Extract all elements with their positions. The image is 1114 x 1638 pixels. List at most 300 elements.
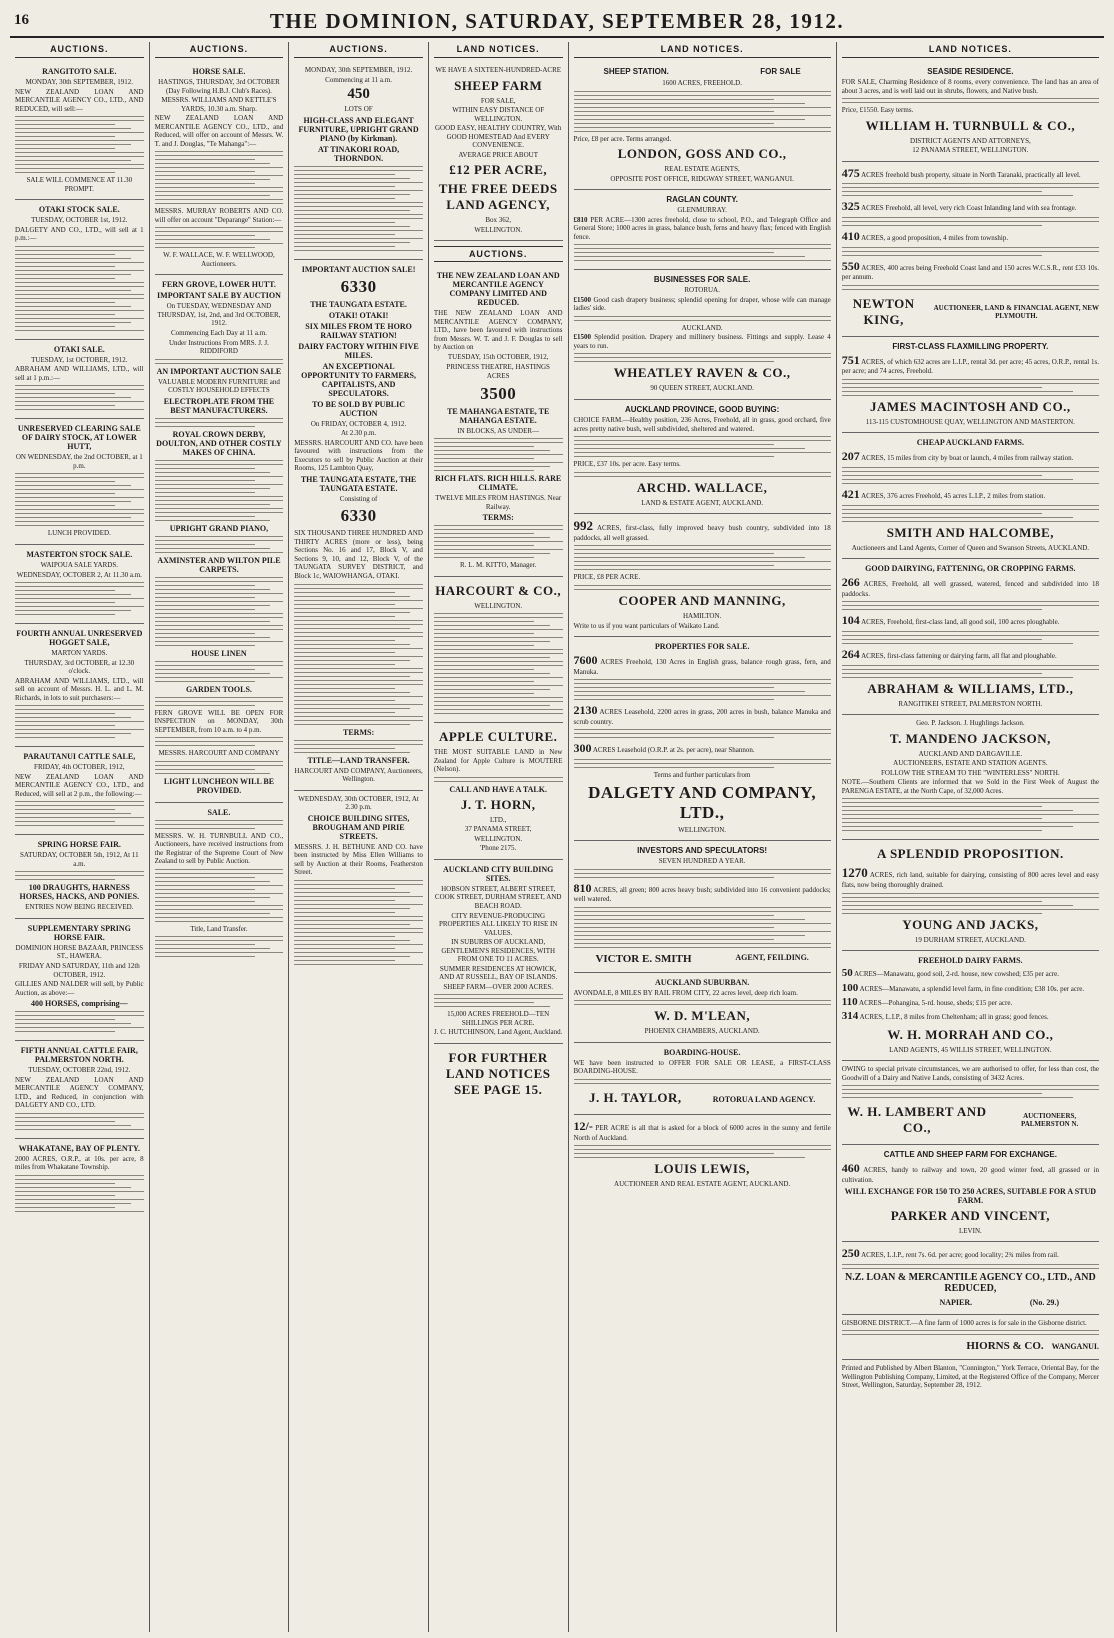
- ad-acres: 6330: [340, 276, 377, 296]
- ad-lead: 50: [841, 967, 853, 980]
- ad-subtitle: FOR SALE,: [480, 96, 516, 105]
- ad-text-block: [842, 1264, 1099, 1269]
- ad-address: 37 PANAMA STREET,: [464, 825, 532, 834]
- ad-body: NEW ZEALAND LOAN AND MERCANTILE AGENCY COMPANY, LTD., and Reduced, in conjunction with DALGETY AND CO., LTD.: [15, 1075, 144, 1110]
- ad-place: AUCKLAND.: [681, 323, 723, 332]
- ad-opportunity: AN EXCEPTIONAL OPPORTUNITY TO FARMERS, CAPITALISTS, AND SPECULATORS.: [301, 361, 416, 398]
- ad-heading: PARAUTANUI CATTLE SALE,: [23, 752, 136, 762]
- ad-text: ACRES Leasehold, 2200 acres in grass, 200 acres in bush, balance Manuka and scrub country.: [573, 708, 831, 726]
- ad-firm-sub2: AUCTIONEERS, ESTATE AND STATION AGENTS.: [893, 759, 1048, 768]
- ad-place: MESSRS. WILLIAMS AND KETTLE'S YARDS, 10.30 a.m. Sharp.: [161, 96, 277, 113]
- ad-text: ACRES, 376 acres Freehold, 45 acres L.I.P., 2 miles from station.: [861, 492, 1046, 500]
- ad-text-block: [434, 525, 563, 558]
- ad-taungata-estate: [294, 260, 423, 791]
- ad-address: PHOENIX CHAMBERS, AUCKLAND.: [644, 1027, 760, 1036]
- ad-text: PER ACRE—1300 acres freehold, close to school, P.O., and Telegraph Office and General Store; 1000 acres in grass, balance bush, ferns and heavy flax; fenced with English fence.: [573, 215, 831, 241]
- ad-heading: RANGITOTO SALE.: [42, 67, 117, 76]
- ad-text-block: [842, 505, 1099, 522]
- ad-text-block: [574, 907, 831, 948]
- ad-lunch: LIGHT LUNCHEON WILL BE PROVIDED.: [163, 776, 275, 795]
- ad-city-row: [842, 1296, 1099, 1309]
- ad-price: £12 PER ACRE,: [449, 162, 548, 178]
- ad-heading: AUCKLAND CITY BUILDING SITES.: [442, 864, 554, 883]
- ad-text: ACRES—Manawatu, a splendid level farm, in fine condition; £38 10s. per acre.: [859, 984, 1085, 993]
- ad-city: LEVIN.: [959, 1226, 982, 1235]
- ad-heading: SUPPLEMENTARY SPRING HORSE FAIR.: [27, 923, 131, 942]
- ad-price: Price, £8 per acre. Terms arranged.: [573, 134, 672, 143]
- ad-lead: £1500: [573, 295, 591, 304]
- ad-phone: 'Phone 2175.: [480, 844, 517, 853]
- ad-for-sale: FOR SALE: [760, 67, 801, 76]
- ad-instructions: Under Instructions From MRS. J. J. RIDDIFORD: [168, 338, 269, 356]
- ad-plate: ELECTROPLATE FROM THE BEST MANUFACTURERS.: [163, 396, 275, 415]
- ad-firm: W. D. M'LEAN,: [654, 1008, 751, 1024]
- column-heading: AUCTIONS.: [294, 42, 423, 58]
- ad-text-block: [155, 359, 284, 364]
- ad-signature: R. L. M. KITTO, Manager.: [460, 561, 537, 570]
- ad-text-block: [155, 418, 284, 427]
- ad-text-block: [434, 613, 563, 714]
- ad-lead: 810: [573, 880, 592, 895]
- ad-lead: 7600: [573, 653, 598, 668]
- ad-body: [842, 967, 1099, 980]
- ad-body: [842, 259, 1099, 282]
- ad-heading: BOARDING-HOUSE.: [663, 1047, 741, 1057]
- ad-date: MONDAY, 30th SEPTEMBER, 1912.: [25, 78, 133, 86]
- ad-newton-king: [842, 162, 1099, 337]
- ad-text: ACRES, a good proposition, 4 miles from township.: [861, 233, 1009, 242]
- ad-heading: PROPERTIES FOR SALE.: [654, 642, 750, 652]
- ad-text-block: [155, 577, 284, 646]
- ad-investors: [574, 841, 831, 973]
- ad-text-block: [155, 737, 284, 746]
- ad-firm: W. H. LAMBERT AND CO.,: [847, 1104, 987, 1136]
- ad-text: PER ACRE is all that is asked for a block of 6000 acres in the sunny and fertile North of Auckland.: [573, 1123, 831, 1142]
- ad-text: ACRES—Manawatu, good soil, 2-rd. house, new cowshed; £35 per acre.: [854, 970, 1060, 979]
- ad-city: WANGANUI.: [1051, 1341, 1099, 1351]
- ad-firm: T. MANDENO JACKSON,: [889, 730, 1051, 746]
- ad-lead: 550: [841, 258, 860, 273]
- ad-heading: IMPORTANT AUCTION SALE!: [301, 264, 416, 274]
- ad-text-block: [574, 759, 831, 768]
- ad-price: PRICE, £37 10s. per acre. Easy terms.: [573, 460, 681, 469]
- ad-text-block: [15, 385, 144, 410]
- ad-text: ACRES Leasehold (O.R.P. at 2s. per acre), near Shannon.: [592, 746, 755, 755]
- ad-text-block: [842, 665, 1099, 678]
- ad-lead: 104: [841, 613, 860, 628]
- ad-firm: W. H. MORRAH AND CO.,: [887, 1026, 1054, 1042]
- ad-subheading: IMPORTANT SALE BY AUCTION: [157, 291, 281, 301]
- ad-text-block: [155, 536, 284, 553]
- ad-fern-grove: [155, 275, 284, 802]
- ad-firm: ARCHD. WALLACE,: [636, 479, 768, 495]
- ad-text: Splendid position. Drapery and millinery business. Fittings and supply. Lease 4 years to run.: [573, 333, 831, 350]
- ad-text-block: [15, 1175, 144, 1212]
- ad-lots-label: LOTS OF: [344, 105, 373, 114]
- page-number: 16: [14, 12, 29, 28]
- ad-seaside-residence: [842, 62, 1099, 162]
- ad-lead: 1270: [841, 865, 868, 881]
- ad-body: [842, 229, 1099, 244]
- ad-text-block: [574, 436, 831, 457]
- ad-date: FRIDAY, 4th OCTOBER, 1912,: [34, 763, 125, 772]
- ad-businesses: [574, 270, 831, 400]
- ad-body: [842, 199, 1099, 214]
- ad-text-block: [574, 679, 831, 700]
- ad-lead: 12/-: [573, 1118, 593, 1133]
- ad-description: VALUABLE MODERN FURNITURE and COSTLY HOUSEHOLD EFFECTS: [158, 377, 280, 395]
- ad-text-block: [15, 582, 144, 615]
- ad-lead: 250: [841, 1246, 860, 1261]
- ad-text: ACRES, L.I.P., rent 7s. 6d. per acre; good locality; 2¾ miles from rail.: [861, 1251, 1059, 1260]
- ad-signature: J. C. HUTCHINSON, Land Agent, Auckland.: [434, 1028, 563, 1037]
- ad-body: [574, 216, 831, 242]
- ad-body: MESSRS. MURRAY ROBERTS AND CO. will offer on account "Deparange" Station:—: [154, 207, 284, 224]
- ad-text-block: [155, 227, 284, 248]
- ad-exchange: WILL EXCHANGE FOR 150 TO 250 ACRES, SUITABLE FOR A STUD FARM.: [844, 1186, 1097, 1205]
- ad-body: NEW ZEALAND LOAN AND MERCANTILE AGENCY CO., LTD., and Reduced, will offer on account of Messrs. W. T. and J. Douglas, "Te Mahanga":—: [154, 114, 284, 148]
- ad-china: ROYAL CROWN DERBY, DOULTON, AND OTHER COSTLY MAKES OF CHINA.: [156, 429, 282, 457]
- ad-mandeno-jackson: [842, 715, 1099, 840]
- ad-furniture-sale: [294, 62, 423, 260]
- ad-date: WEDNESDAY, 30th OCTOBER, 1912, At 2.30 p.m.: [298, 794, 419, 812]
- ad-cattle-fair: [15, 1041, 144, 1139]
- ad-firm: YOUNG AND JACKS,: [902, 916, 1039, 932]
- ad-date: MONDAY, 30th SEPTEMBER, 1912.: [304, 66, 413, 74]
- ad-title: SHEEP FARM: [454, 77, 543, 93]
- ad-hiorns: [842, 1315, 1099, 1361]
- ad-ltd: LTD.,: [489, 815, 507, 824]
- ad-estate: THE TAUNGATA ESTATE.: [310, 299, 407, 309]
- ad-further-notices: [434, 1044, 563, 1106]
- ad-agent-sub: AGENT, FEILDING.: [735, 952, 809, 962]
- ad-text-block: [155, 661, 284, 682]
- ad-carpets: AXMINSTER AND WILTON PILE CARPETS.: [157, 555, 281, 574]
- ad-further: FOR FURTHER LAND NOTICES SEE PAGE 15.: [445, 1049, 551, 1097]
- ad-heading: FERN GROVE, LOWER HUTT.: [162, 280, 276, 290]
- ad-cattle-sheep-exchange: [842, 1145, 1099, 1242]
- ad-text-block: [15, 801, 144, 826]
- ad-text: ACRES, handy to railway and town, 20 good winter feed, all grassed or in cultivation.: [841, 1166, 1099, 1185]
- ad-city: WELLINGTON.: [474, 225, 523, 234]
- column-heading: LAND NOTICES.: [434, 42, 563, 58]
- ad-text: ACRES freehold bush property, situate in North Taranaki, practically all level.: [861, 170, 1081, 179]
- ad-body: THE MOST SUITABLE LAND in New Zealand for Apple Culture is MOUTERE (Nelson).: [433, 748, 563, 774]
- column-auctions-3: [289, 42, 429, 1632]
- ad-highlight: 100 DRAUGHTS, HARNESS HORSES, HACKS, AND PONIES.: [19, 883, 140, 902]
- ad-heading: WHAKATANE, BAY OF PLENTY.: [18, 1143, 141, 1153]
- column-auctions-1: [10, 42, 150, 1632]
- ad-description: GOOD EASY, HEALTHY COUNTRY, With GOOD HOMESTEAD And EVERY CONVENIENCE.: [434, 124, 562, 150]
- ad-heading: MASTERTON STOCK SALE.: [26, 549, 133, 559]
- ad-tools: GARDEN TOOLS.: [185, 684, 252, 694]
- ad-text-block: [574, 729, 831, 738]
- ad-heading: CATTLE AND SHEEP FARM FOR EXCHANGE.: [883, 1150, 1057, 1160]
- column-heading: AUCTIONS.: [155, 42, 284, 58]
- ad-sheep-farm: [434, 62, 563, 241]
- ad-text-block: [155, 460, 284, 521]
- ad-sites: HOBSON STREET, ALBERT STREET, COOK STREET, DURHAM STREET, AND BEACH ROAD.: [434, 884, 562, 910]
- ad-location: WITHIN EASY DISTANCE OF WELLINGTON.: [452, 106, 545, 123]
- ad-text-block: [15, 246, 144, 331]
- ad-heading: FREEHOLD DAIRY FARMS.: [918, 956, 1023, 966]
- ad-body: FOR SALE, Charming Residence of 8 rooms, every convenience. The land has an area of about 3 acres, and is well laid out in shrubs, flowers, and Native bush.: [841, 78, 1099, 95]
- ad-title: SHEEP STATION.: [603, 67, 669, 76]
- ad-text-block: [155, 936, 284, 957]
- ad-heading: FIRST-CLASS FLAXMILLING PROPERTY.: [892, 341, 1049, 351]
- ad-agent-row: [574, 951, 831, 967]
- ad-sheep-station: [574, 62, 831, 190]
- ad-date: On TUESDAY, WEDNESDAY AND THURSDAY, 1st, 2nd, and 3rd OCTOBER, 1912.: [157, 302, 281, 328]
- ad-date: TUESDAY, OCTOBER 1st, 1912.: [31, 216, 128, 225]
- ad-heading: RAGLAN COUNTY.: [666, 195, 738, 205]
- ad-text-block: [842, 247, 1099, 256]
- ad-text-block: [842, 183, 1099, 196]
- ad-clearing-sale: [15, 419, 144, 545]
- ad-raglan-county: [574, 190, 831, 270]
- ad-place: GLENMURRAY.: [677, 206, 727, 215]
- ad-firm: SMITH AND HALCOMBE,: [886, 524, 1055, 540]
- ad-terms: TERMS:: [343, 727, 375, 737]
- ad-firm: PARKER AND VINCENT,: [890, 1207, 1051, 1223]
- ad-lead: 266: [841, 575, 860, 590]
- ad-firm: MESSRS. HARCOURT AND COMPANY: [158, 749, 280, 758]
- ad-firm-row: [842, 1338, 1099, 1354]
- ad-heading: UNRESERVED CLEARING SALE OF DAIRY STOCK, AT LOWER HUTT,: [17, 424, 141, 452]
- ad-place: AT TINAKORI ROAD, THORNDON.: [318, 144, 400, 163]
- ad-body: [574, 703, 831, 726]
- ad-firm: HIORNS & CO.: [966, 1340, 1044, 1353]
- ad-body: [842, 575, 1099, 598]
- ad-acres: 1600 ACRES, FREEHOLD.: [662, 79, 742, 87]
- ad-text: ACRES, L.I.P., 8 miles from Cheltenham; all in grass; good fences.: [859, 1013, 1049, 1022]
- ad-body: [574, 653, 831, 676]
- ad-price: PRICE, £8 PER ACRE.: [573, 573, 641, 582]
- ad-text: ACRES, 15 miles from city by boat or launch, 4 miles from railway station.: [861, 454, 1074, 463]
- ad-body: [842, 1010, 1099, 1023]
- column-auctions-2: [150, 42, 290, 1632]
- ad-body: ABRAHAM AND WILLIAMS, LTD., will sell at 1 p.m.:—: [15, 365, 144, 382]
- ad-body: WE have been instructed to OFFER FOR SALE OR LEASE, a FIRST-CLASS BOARDING-HOUSE.: [573, 1058, 831, 1076]
- ad-date: On FRIDAY, OCTOBER 4, 1912.: [310, 419, 407, 428]
- ad-louis-lewis: [574, 1115, 831, 1195]
- ad-text-block: [574, 585, 831, 590]
- ad-text-block: [842, 285, 1099, 290]
- ad-place: DOMINION HORSE BAZAAR, PRINCESS ST., HAWERA.: [15, 943, 144, 961]
- ad-estate-repeat: THE TAUNGATA ESTATE, THE TAUNGATA ESTATE.: [300, 474, 417, 493]
- ad-linen: HOUSE LINEN: [191, 648, 247, 658]
- ad-title: Title, Land Transfer.: [190, 924, 248, 933]
- ad-place: PRINCESS THEATRE, HASTINGS: [446, 362, 550, 371]
- ad-body: [574, 881, 831, 904]
- ad-text-block: [574, 869, 831, 878]
- ad-auckland-province: [574, 400, 831, 514]
- ad-lead: 410: [841, 228, 860, 243]
- ad-heading: APPLE CULTURE.: [438, 729, 558, 745]
- ad-firm-sub: DISTRICT AGENTS AND ATTORNEYS,: [910, 136, 1031, 145]
- ad-acres-label: ACRES: [486, 372, 510, 381]
- ad-harcourt: [434, 577, 563, 724]
- ad-body: [842, 487, 1099, 502]
- ad-text-block: [574, 244, 831, 261]
- ad-whakatane: [15, 1139, 144, 1220]
- ad-lead: 100: [841, 981, 859, 994]
- ad-highlight: AN IMPORTANT AUCTION SALE: [156, 366, 282, 376]
- ad-city-properties: CITY REVENUE-PRODUCING PROPERTIES ALL LIKELY TO RISE IN VALUES.: [438, 911, 558, 937]
- ad-text-block: [294, 584, 423, 725]
- ad-place: MARTON YARDS.: [51, 649, 108, 658]
- ad-date: TUESDAY, 1st OCTOBER, 1912.: [31, 355, 128, 364]
- ad-lead: 2130: [573, 703, 598, 718]
- ad-title-row: [574, 65, 831, 78]
- ad-body: [574, 1119, 831, 1142]
- ad-address: RANGITIKEI STREET, PALMERSTON NORTH.: [898, 699, 1043, 708]
- ad-body: GILLIES AND NALDER will sell, by Public Auction, as above:—: [15, 980, 144, 997]
- ad-firm-row: [842, 1101, 1099, 1139]
- ad-text-block: [434, 777, 563, 782]
- ad-number: (No. 29.): [1029, 1297, 1059, 1307]
- ad-footer: ENTRIES NOW BEING RECEIVED.: [25, 903, 134, 912]
- ad-apple-culture: [434, 723, 563, 860]
- ad-piano: UPRIGHT GRAND PIANO,: [169, 523, 269, 533]
- ad-firm-sub: Auctioneers and Land Agents, Corner of Queen and Swanson Streets, AUCKLAND.: [851, 543, 1090, 552]
- ad-text-block: [574, 1000, 831, 1005]
- ad-text-block: [155, 151, 284, 204]
- ad-text-block: [15, 705, 144, 738]
- ad-estate: TE MAHANGA ESTATE, TE MAHANGA ESTATE.: [447, 406, 550, 425]
- ad-body: [842, 166, 1099, 181]
- ad-city: WELLINGTON.: [474, 601, 523, 610]
- ad-text-block: [842, 798, 1099, 831]
- ad-body: [842, 1161, 1099, 1184]
- ad-call: CALL AND HAVE A TALK.: [449, 784, 547, 794]
- ad-dairy: DAIRY FACTORY WITHIN FIVE MILES.: [298, 341, 419, 360]
- ad-text-block: [15, 1011, 144, 1032]
- ad-lots-count: 450: [347, 86, 370, 103]
- ad-city: NAPIER.: [939, 1297, 973, 1307]
- ad-heading: SALE.: [207, 807, 231, 817]
- ad-text-block: [842, 601, 1099, 610]
- ad-body: [574, 296, 831, 313]
- ad-text-block: [574, 472, 831, 477]
- ad-te-mahanga-estate: [434, 266, 563, 576]
- ad-date: FRIDAY AND SATURDAY, 11th and 12th OCTOBER, 1912.: [18, 962, 140, 979]
- ad-heading: AUCKLAND SUBURBAN.: [655, 977, 750, 987]
- ad-firm: ABRAHAM & WILLIAMS, LTD.,: [867, 680, 1074, 696]
- ad-heading: CHEAP AUCKLAND FARMS.: [916, 438, 1024, 448]
- ad-text-block: [294, 880, 423, 965]
- ad-spring-horse-fair: [15, 835, 144, 919]
- ad-body: MESSRS. J. H. BETHUNE AND CO. have been instructed by Miss Ellen Williams to sell by Auction at their Rooms, Featherston Street.: [294, 842, 423, 877]
- ad-place: ROTORUA.: [684, 286, 720, 295]
- ad-firm: J. H. TAYLOR,: [589, 1089, 682, 1105]
- ad-title: TITLE—LAND TRANSFER.: [307, 755, 410, 765]
- ad-firm-sub: AUCKLAND AND DARGAVILLE.: [918, 749, 1023, 758]
- ad-text: ACRES, 400 acres being Freehold Coast land and 150 acres W.C.S.R., rent £33 10s. per annum.: [841, 263, 1099, 282]
- ad-acres-repeat: 6330: [340, 506, 377, 526]
- ad-auckland-suburban: [574, 973, 831, 1043]
- ad-firm: NEWTON KING,: [852, 295, 915, 327]
- ad-text-block: [842, 631, 1099, 644]
- ad-text-block: [842, 1085, 1099, 1098]
- ad-text: ACRES, of which 632 acres are L.I.P., rental 3d. per acre; 45 acres, O.R.P., rental 1s. per acre; and 74 acres, Freehold.: [841, 357, 1099, 376]
- ad-heading: INVESTORS AND SPECULATORS!: [637, 846, 768, 856]
- ad-body: [574, 741, 831, 756]
- ad-follow: FOLLOW THE STREAM TO THE "WINTERLESS" NORTH.: [881, 768, 1060, 777]
- ad-text-block: [574, 353, 831, 362]
- ad-railway: SIX MILES FROM TE HORO RAILWAY STATION!: [305, 321, 412, 340]
- ad-text-block: [574, 91, 831, 132]
- columns: [10, 42, 1104, 1632]
- ad-heading: GOOD DAIRYING, FATTENING, OR CROPPING FARMS.: [865, 564, 1076, 574]
- ad-body: [842, 865, 1099, 889]
- ad-lead: 300: [573, 741, 592, 756]
- ad-date: WEDNESDAY, OCTOBER 2, At 11.30 a.m.: [16, 570, 142, 579]
- ad-text-block: [574, 316, 831, 321]
- ad-note: Write to us if you want particulars of Waikato Land.: [573, 621, 720, 630]
- ad-sheep: SHEEP FARM—OVER 2000 ACRES.: [443, 982, 554, 991]
- ad-text: ACRES, Freehold, first-class land, all good soil, 100 acres ploughable.: [861, 618, 1060, 627]
- ad-text: ACRES Freehold, all level, very rich Coast Inlanding land with sea frontage.: [861, 204, 1077, 213]
- ad-text-block: [15, 116, 144, 173]
- ad-text-block: [294, 740, 423, 753]
- ad-nz-loan: [842, 1242, 1099, 1315]
- ad-date: TUESDAY, OCTOBER 22nd, 1912.: [28, 1066, 131, 1075]
- ad-text: Good cash drapery business; splendid opening for draper, whose wife can manage ladies' side.: [573, 295, 831, 313]
- ad-building-sites: [294, 791, 423, 973]
- ad-time: At 2.30 p.m.: [340, 429, 377, 438]
- ad-address: LAND AGENTS, 45 WILLIS STREET, WELLINGTON.: [889, 1045, 1052, 1054]
- ad-fifteen: 15,000 ACRES FREEHOLD—TEN SHILLINGS PER ACRE.: [447, 1010, 550, 1027]
- ad-lead: 264: [841, 646, 860, 661]
- publisher-imprint: [842, 1360, 1099, 1396]
- ad-firm: N.Z. LOAN & MERCANTILE AGENCY CO., LTD., AND REDUCED,: [845, 1271, 1096, 1294]
- ad-body: OWING to special private circumstances, we are authorised to offer, for less than cost, the Goodwill of a Dairy and Native Lands, consisting of 3432 Acres.: [841, 1065, 1099, 1082]
- ad-terms: Terms and further particulars from: [653, 771, 751, 780]
- ad-date: THURSDAY, 3rd OCTOBER, at 12.30 o'clock.: [24, 658, 135, 676]
- ad-firm-sub: LAND & ESTATE AGENT, AUCKLAND.: [641, 498, 764, 507]
- ad-body: MESSRS. W. H. TURNBULL AND CO., Auctioneers, have received instructions from the Registrar of the Supreme Court of New Zealand to sell by Public Auction.: [154, 831, 284, 866]
- ad-heading: OTAKI SALE.: [53, 344, 105, 354]
- ad-firm: LONDON, GOSS AND CO.,: [617, 146, 787, 162]
- ad-text: ACRES, first-class fattening or dairying farm, all flat and ploughable.: [861, 651, 1057, 660]
- ad-box: Box 362,: [485, 216, 512, 225]
- ad-date: SATURDAY, OCTOBER 5th, 1912, At 11 a.m.: [19, 851, 139, 868]
- ad-rich: RICH FLATS. RICH HILLS. RARE CLIMATE.: [435, 474, 562, 493]
- ad-heading: HORSE SALE.: [192, 67, 246, 76]
- ad-body: [842, 1246, 1099, 1261]
- ad-flaxmilling: [842, 337, 1099, 434]
- ad-text-block: [574, 545, 831, 570]
- column-heading: LAND NOTICES.: [842, 42, 1099, 58]
- ad-address: 12 PANAMA STREET, WELLINGTON.: [912, 146, 1029, 155]
- ad-mortgagee-sale: [155, 803, 284, 966]
- ad-firm: DALGETY AND COMPANY, LTD.,: [588, 782, 817, 822]
- ad-lead: 314: [841, 1010, 859, 1023]
- ad-text: ACRES—Pohangina, 5-rd. house, sheds; £15 per acre.: [859, 999, 1013, 1008]
- ad-text-block: [15, 1113, 144, 1130]
- ad-firm: WILLIAM H. TURNBULL & CO.,: [865, 117, 1076, 133]
- ad-body: [574, 333, 831, 350]
- ad-otaki: OTAKI! OTAKI!: [328, 310, 389, 320]
- ad-date: TUESDAY, 15th OCTOBER, 1912,: [447, 352, 549, 361]
- ad-address: 19 DURHAM STREET, AUCKLAND.: [914, 935, 1026, 944]
- ad-heading: SPRING HORSE FAIR.: [37, 840, 121, 850]
- ad-lead: 460: [841, 1161, 860, 1176]
- ad-sale: TO BE SOLD BY PUBLIC AUCTION: [312, 399, 406, 418]
- ad-supplementary-horse-fair: [15, 919, 144, 1041]
- ad-body: [842, 353, 1099, 376]
